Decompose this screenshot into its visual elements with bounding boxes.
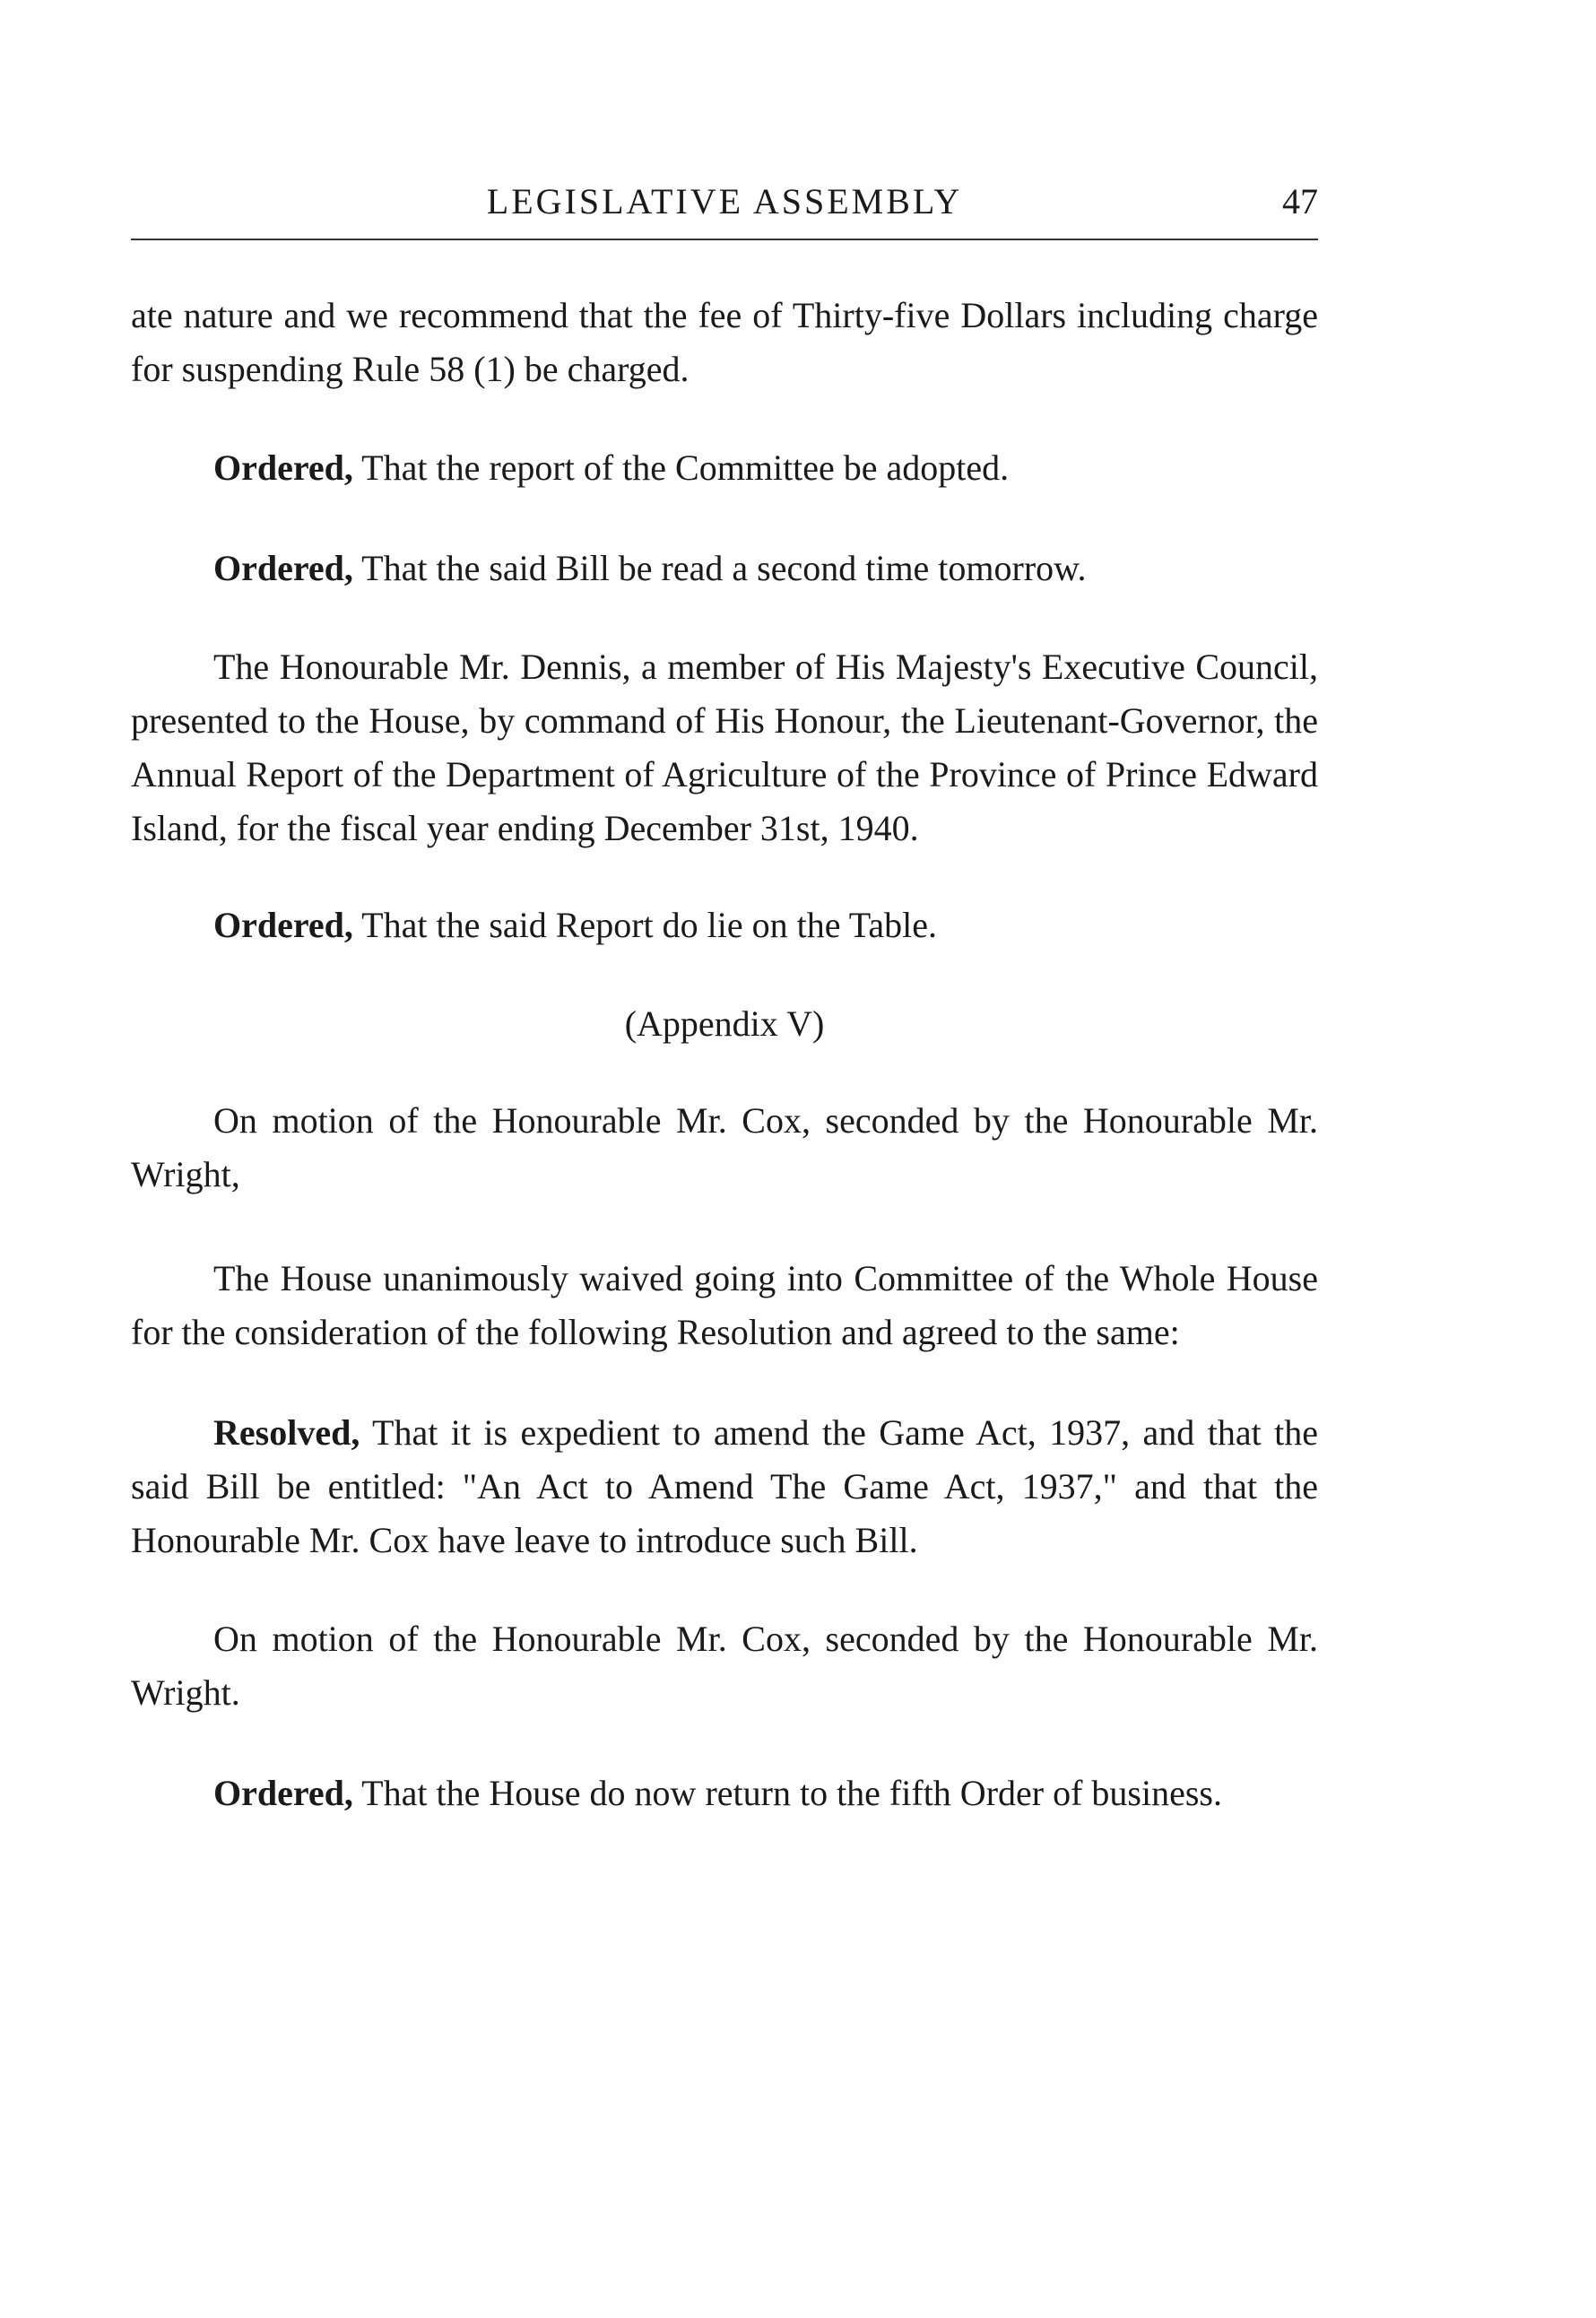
paragraph-ordered-report-adopted — [131, 441, 1318, 495]
paragraph-motion-cox — [131, 1094, 1318, 1202]
paragraph-text: That the House do now return to the fifth Order of business. — [352, 1773, 1222, 1813]
paragraph-motion-cox-second — [131, 1612, 1318, 1720]
paragraph-text: The House unanimously waived going into Committee of the Whole House for the consideration of the following Resolution and agreed to the same: — [131, 1258, 1318, 1352]
paragraph-text: That the said Report do lie on the Table. — [352, 905, 938, 945]
paragraph-annual-report — [131, 640, 1318, 855]
paragraph-ordered-return-business — [131, 1767, 1318, 1820]
header-rule — [131, 239, 1318, 240]
paragraph-text: ate nature and we recommend that the fee of Thirty-five Dollars including charge for suspending Rule 58 (1) be charged. — [131, 295, 1318, 389]
appendix-reference — [131, 997, 1318, 1051]
header-title: LEGISLATIVE ASSEMBLY — [486, 181, 963, 221]
page-body — [131, 289, 1318, 1820]
paragraph-fee-recommendation — [131, 289, 1318, 396]
paragraph-ordered-second-reading — [131, 542, 1318, 595]
paragraph-resolved-game-act — [131, 1406, 1318, 1567]
paragraph-text: On motion of the Honourable Mr. Cox, seconded by the Honourable Mr. Wright, — [131, 1100, 1318, 1194]
paragraph-ordered-lie-on-table — [131, 899, 1318, 952]
paragraph-text: On motion of the Honourable Mr. Cox, seconded by the Honourable Mr. Wright. — [131, 1619, 1318, 1713]
paragraph-text: The Honourable Mr. Dennis, a member of His Majesty's Executive Council, presented to the House, by command of His Honour, the Lieutenant-Governor, the Annual Report of the Department of Agriculture of the Province of Prince Edward Island, for the fiscal year ending December 31st, 1940. — [131, 647, 1318, 848]
paragraph-lead: Ordered, — [213, 1773, 353, 1813]
paragraph-text: (Appendix V) — [624, 1003, 825, 1044]
paragraph-lead: Resolved, — [213, 1412, 360, 1453]
page-number: 47 — [1282, 181, 1318, 221]
paragraph-lead: Ordered, — [213, 905, 353, 945]
paragraph-committee-waived — [131, 1252, 1318, 1359]
paragraph-lead: Ordered, — [213, 447, 353, 488]
running-header — [131, 170, 1318, 233]
paragraph-text: That it is expedient to amend the Game Act, 1937, and that the said Bill be entitled: "An Act to Amend The Game Act, 1937," and that the Honourable Mr. Cox have leave to introduce such Bill. — [131, 1412, 1318, 1560]
paragraph-lead: Ordered, — [213, 548, 353, 588]
paragraph-text: That the said Bill be read a second time tomorrow. — [352, 548, 1087, 588]
paragraph-text: That the report of the Committee be adopted. — [352, 447, 1010, 488]
